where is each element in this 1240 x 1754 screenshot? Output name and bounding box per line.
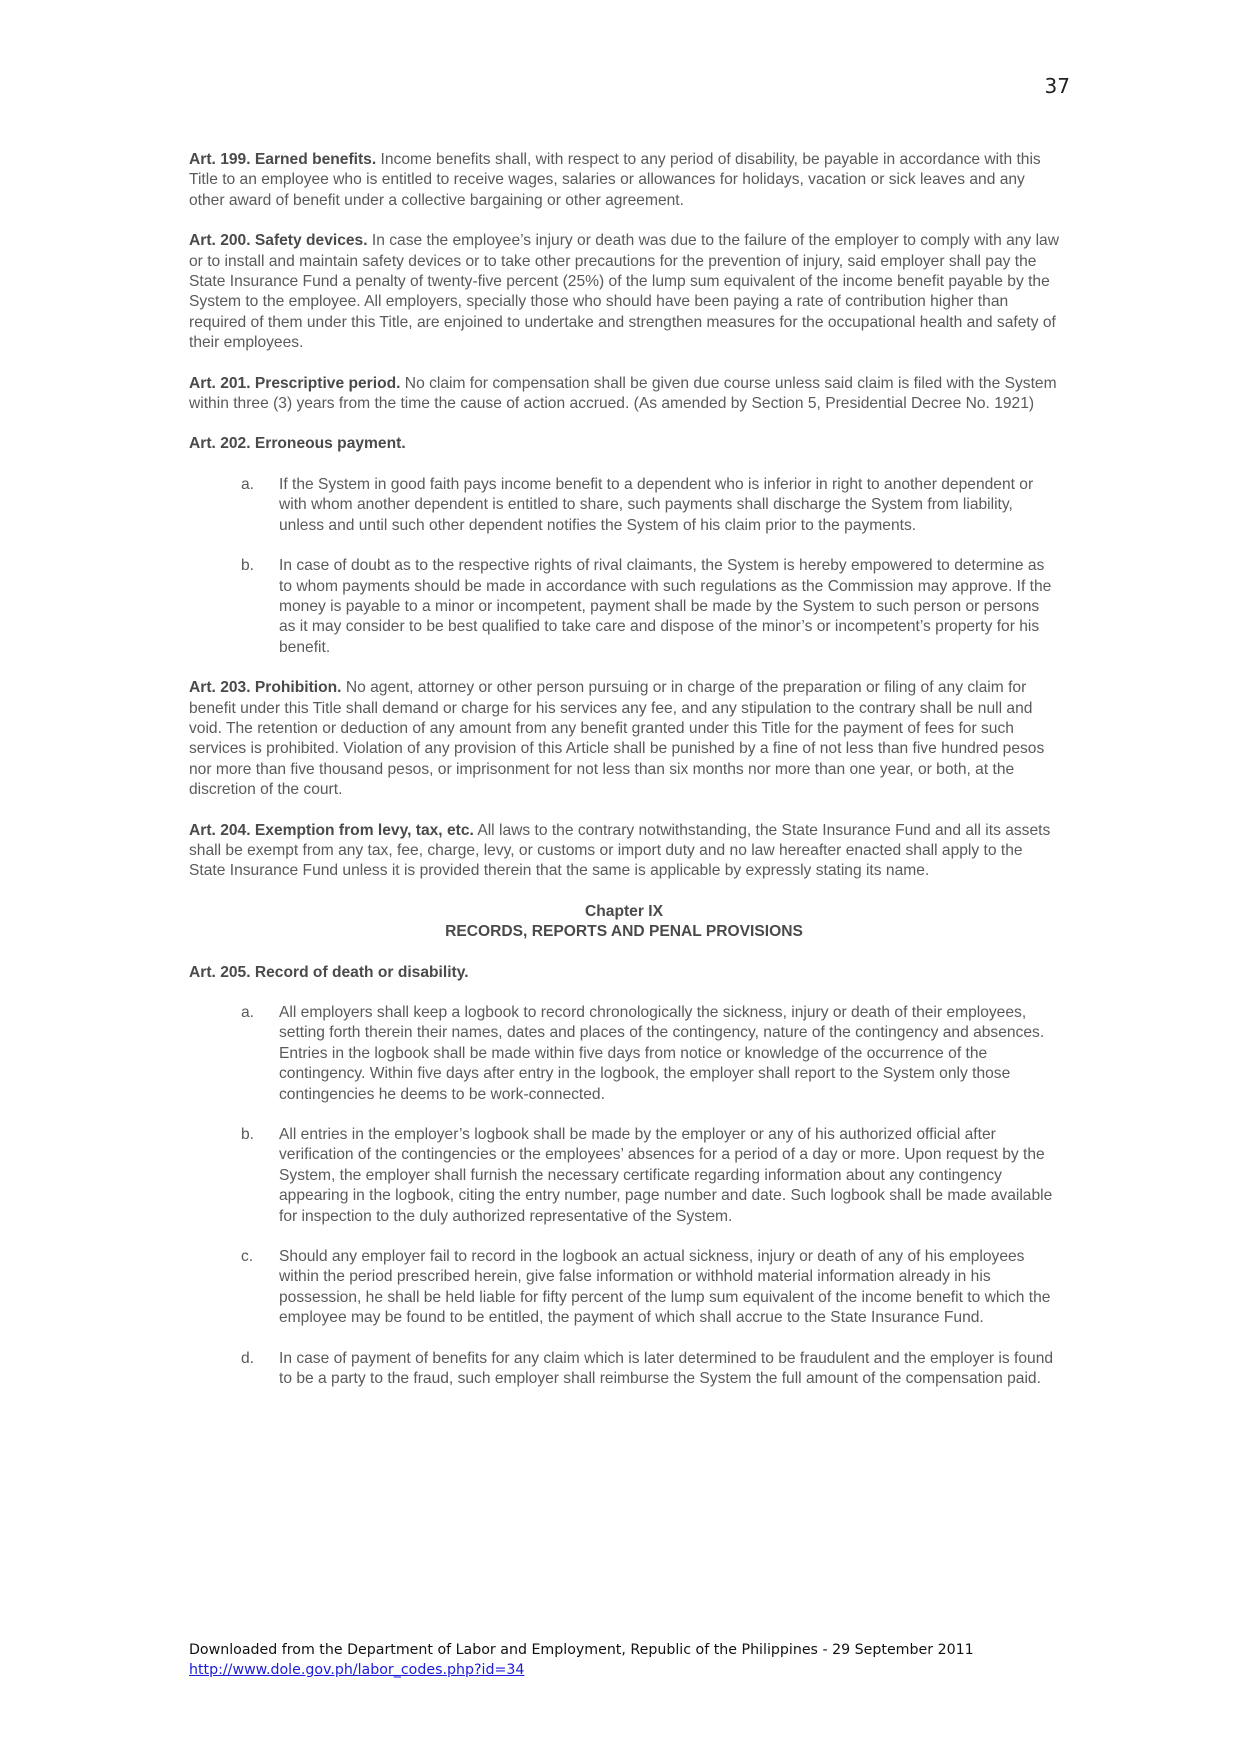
article-199 [189,150,1059,211]
article-text: No claim for compensation shall be given due course unless said claim is filed with the System within three (3) years from the time the cause of action accrued. (As amended by Section 5, Presidential Decree No. 1921) [189,374,1057,413]
document-body [189,150,1059,1410]
list-item-letter: b. [241,557,255,575]
article-202-list [189,475,1059,658]
list-item-text: If the System in good faith pays income benefit to a dependent who is inferior in right to another dependent or with whom another dependent is entitled to share, such payments shall discharge the System from liability, unless and until such other dependent notifies the System of his claim prior to the payments. [279,475,1034,534]
list-item [189,1125,1059,1227]
list-item [189,556,1059,658]
list-item-text: In case of payment of benefits for any claim which is later determined to be fraudulent and the employer is found to be a party to the fraud, such employer shall reimburse the System the full amount of the compensation paid. [279,1349,1054,1388]
article-heading: Art. 201. Prescriptive period. [189,374,401,392]
article-200 [189,231,1059,353]
footer-source-line: Downloaded from the Department of Labor and Employment, Republic of the Philippines - 29 September 2011 [189,1642,974,1658]
list-item [189,475,1059,536]
article-heading: Art. 204. Exemption from levy, tax, etc. [189,821,474,839]
article-text: No agent, attorney or other person pursuing or in charge of the preparation or filing of any claim for benefit under this Title shall demand or charge for his services any fee, and any stipulation to the contrary shall be null and void. The retention or deduction of any amount from any benefit granted under this Title for the payment of fees for such services is prohibited. Violation of any provision of this Article shall be punished by a fine of not less than five hundred pesos nor more than five thousand pesos, or imprisonment for not less than six months nor more than one year, or both, at the discretion of the court. [189,679,1045,799]
article-heading: Art. 205. Record of death or disability. [189,963,469,981]
article-heading: Art. 203. Prohibition. [189,679,342,697]
article-202 [189,434,1059,454]
article-205-list [189,1003,1059,1390]
chapter-title: RECORDS, REPORTS AND PENAL PROVISIONS [445,923,803,941]
article-203 [189,678,1059,800]
list-item [189,1247,1059,1329]
list-item-text: All entries in the employer’s logbook shall be made by the employer or any of his authorized official after verification of the contingencies or the employees’ absences for a period of a day or more. Upon request by the System, the employer shall furnish the necessary certificate regarding information about any contingency appearing in the logbook, citing the entry number, page number and date. Such logbook shall be made available for inspection to the duly authorized representative of the System. [279,1126,1053,1225]
list-item-letter: a. [241,1004,255,1021]
page-footer [189,1640,1089,1680]
article-text: In case the employee’s injury or death was due to the failure of the employer to comply with any law or to install and maintain safety devices or to take other precautions for the prevention of injury, said employer shall pay the State Insurance Fund a penalty of twenty-five percent (25%) of the lump sum equivalent of the income benefit payable by the System to the employee. All employers, specially those who should have been paying a rate of contribution higher than required of them under this Title, are enjoined to undertake and strengthen measures for the occupational health and safety of their employees. [189,232,1059,352]
article-201 [189,374,1059,415]
chapter-number: Chapter IX [585,902,663,920]
list-item [189,1349,1059,1390]
article-heading: Art. 199. Earned benefits. [189,151,377,168]
list-item-text: All employers shall keep a logbook to record chronologically the sickness, injury or death of their employees, setting forth therein their names, dates and places of the contingency, nature of the contingency and absences. Entries in the logbook shall be made within five days from notice or knowledge of the occurrence of the contingency. Within five days after entry in the logbook, the employer shall report to the System only those contingencies he deems to be work-connected. [279,1004,1045,1103]
list-item-letter: b. [241,1126,255,1144]
article-text: Income benefits shall, with respect to any period of disability, be payable in accordance with this Title to an employee who is entitled to receive wages, salaries or allowances for holidays, vacation or sick leaves and any other award of benefit under a collective bargaining or other agreement. [189,151,1041,209]
page-number: 37 [1044,74,1070,98]
list-item [189,1003,1059,1105]
footer-source-link[interactable]: http://www.dole.gov.ph/labor_codes.php?id=34 [189,1662,525,1678]
list-item-text: Should any employer fail to record in the logbook an actual sickness, injury or death of any of his employees within the period prescribed herein, give false information or withhold material information already in his possession, he shall be held liable for fifty percent of the lump sum equivalent of the income benefit to which the employee may be found to be entitled, the payment of which shall accrue to the State Insurance Fund. [279,1248,1051,1327]
chapter-heading [189,902,1059,943]
article-text: All laws to the contrary notwithstanding, the State Insurance Fund and all its assets shall be exempt from any tax, fee, charge, levy, or customs or import duty and no law hereafter enacted shall apply to the State Insurance Fund unless it is provided therein that the same is applicable by expressly stating its name. [189,821,1051,880]
list-item-letter: c. [241,1248,254,1266]
article-heading: Art. 200. Safety devices. [189,232,368,250]
list-item-letter: d. [241,1349,255,1367]
list-item-text: In case of doubt as to the respective rights of rival claimants, the System is hereby empowered to determine as to whom payments should be made in accordance with such regulations as the Commission may approve. If the money is payable to a minor or incompetent, payment shall be made by the System to such person or persons as it may consider to be best qualified to take care and dispose of the minor’s or incompetent’s property for his benefit. [279,557,1052,656]
article-heading: Art. 202. Erroneous payment. [189,435,406,453]
article-205 [189,963,1059,983]
article-204 [189,821,1059,882]
list-item-letter: a. [241,475,255,493]
